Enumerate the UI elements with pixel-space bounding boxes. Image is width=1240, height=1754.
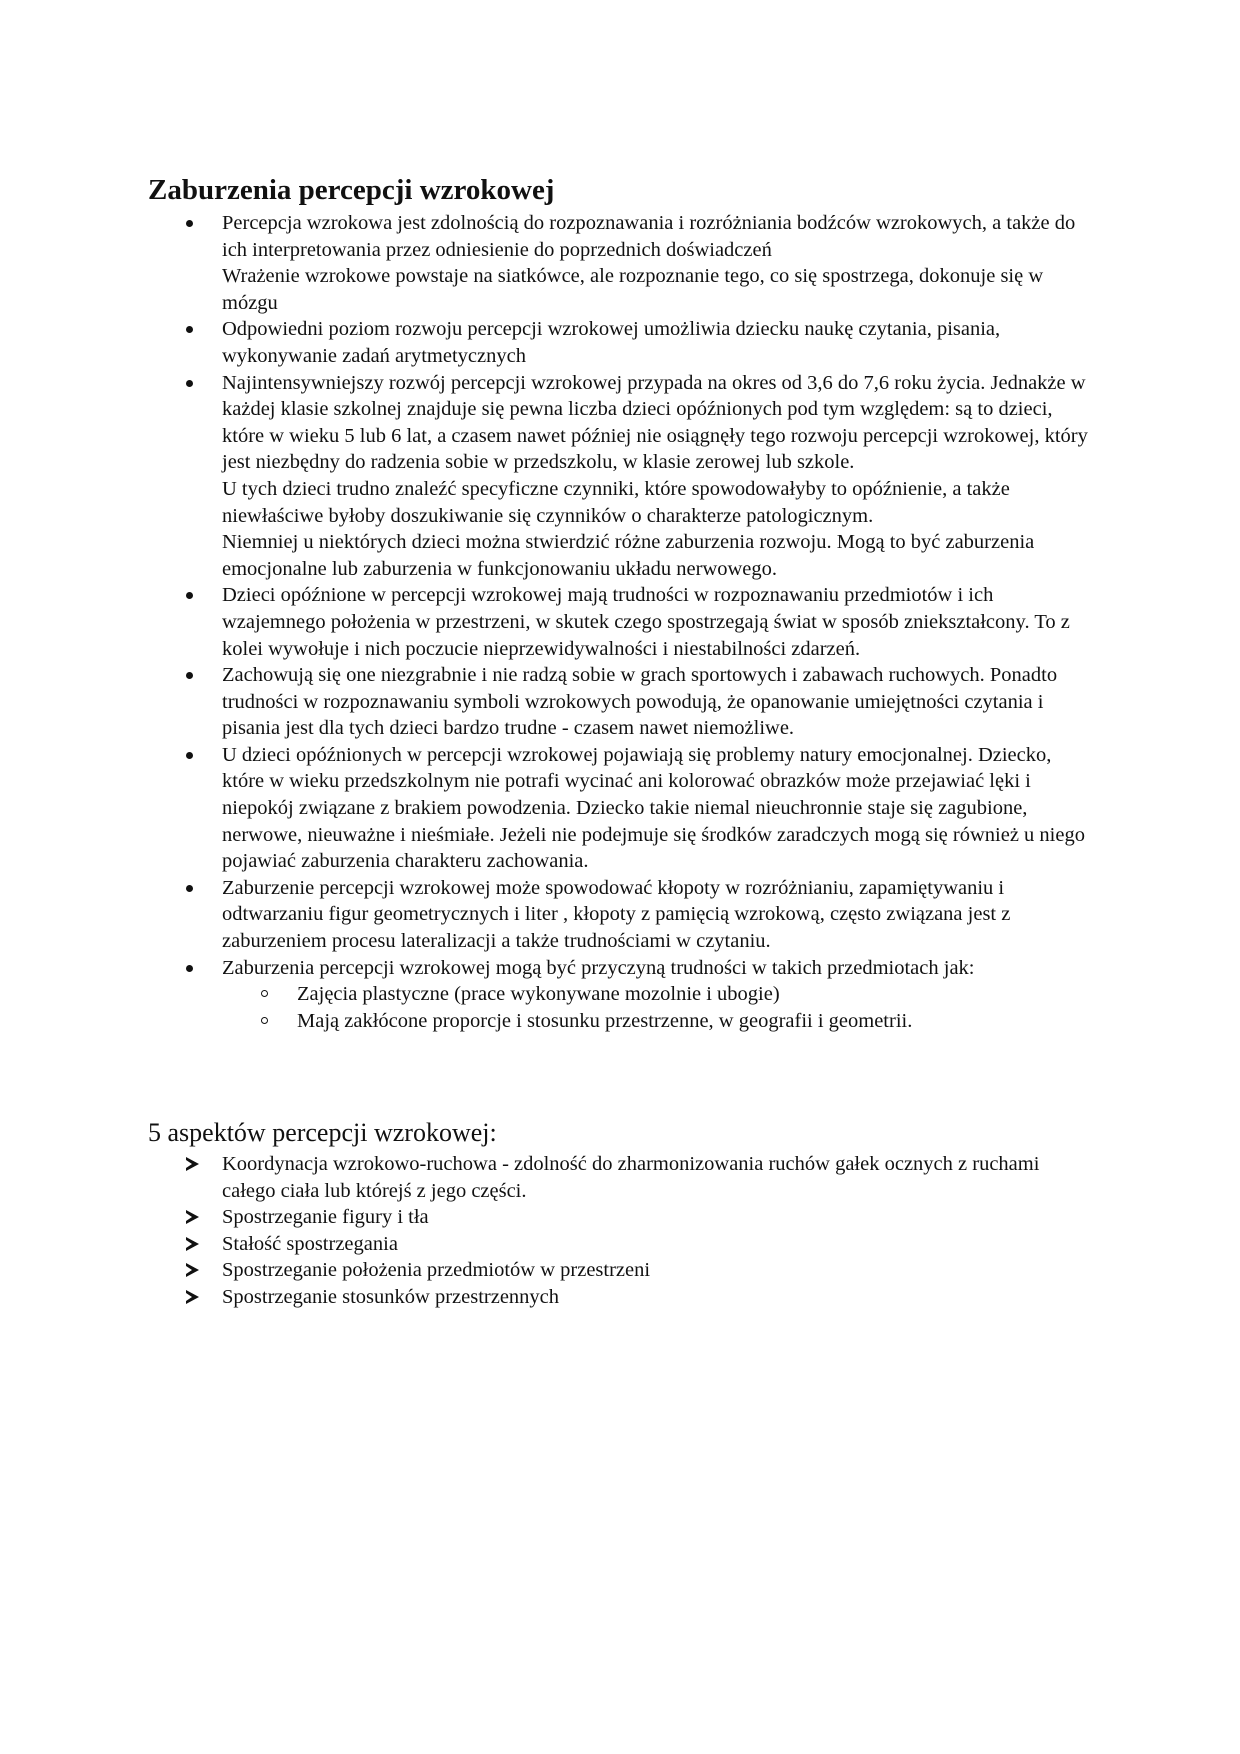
- aspect-text: Koordynacja wzrokowo-ruchowa - zdolność do zharmonizowania ruchów gałek ocznych z ruchami całego ciała lub którejś z jego części.: [222, 1153, 1040, 1202]
- bullet-list: [0, 210, 1240, 1034]
- aspect-text: Spostrzeganie stosunków przestrzennych: [222, 1285, 560, 1308]
- aspect-item: [0, 1231, 1240, 1258]
- paragraph: Zaburzenia percepcji wzrokowej mogą być przyczyną trudności w takich przedmiotach jak:: [222, 956, 975, 979]
- paragraph: Zaburzenie percepcji wzrokowej może spowodować kłopoty w rozróżnianiu, zapamiętywaniu i odtwarzaniu figur geometrycznych i liter , kłopoty z pamięcią wzrokową, często związana jest z zaburzeniem procesu lateralizacji a także trudnościami w czytaniu.: [222, 876, 1011, 953]
- arrow-bullet-icon: [186, 1210, 199, 1224]
- section-heading: 5 aspektów percepcji wzrokowej:: [148, 1118, 497, 1147]
- paragraph: Niemniej u niektórych dzieci można stwierdzić różne zaburzenia rozwoju. Mogą to być zaburzenia emocjonalne lub zaburzenia w funkcjonowaniu układu nerwowego.: [222, 531, 1035, 580]
- bullet-item: [0, 662, 1240, 742]
- aspect-item: [0, 1257, 1240, 1284]
- aspect-item: [0, 1204, 1240, 1231]
- paragraph: U dzieci opóźnionych w percepcji wzrokowej pojawiają się problemy natury emocjonalnej. Dziecko, które w wieku przedszkolnym nie potrafi wycinać ani kolorować obrazków może przejawiać lęki i niepokój związane z brakiem powodzenia. Dziecko takie niemal nieuchronnie staje się zagubione, nerwowe, nieuważne i nieśmiałe. Jeżeli nie podejmuje się środków zaradczych mogą się również u niego pojawiać zaburzenia charakteru zachowania.: [222, 743, 1085, 873]
- bullet-dot-icon: [186, 965, 193, 972]
- paragraph: Wrażenie wzrokowe powstaje na siatkówce, ale rozpoznanie tego, co się spostrzega, dokonuje się w mózgu: [222, 265, 1044, 314]
- bullet-item: [0, 955, 1240, 1035]
- bullet-dot-icon: [186, 672, 193, 679]
- sub-list: [222, 981, 1090, 1034]
- arrow-bullet-icon: [186, 1157, 199, 1171]
- aspect-item: [0, 1151, 1240, 1204]
- aspect-item: [0, 1284, 1240, 1311]
- paragraph: Percepcja wzrokowa jest zdolnością do rozpoznawania i rozróżniania bodźców wzrokowych, a także do ich interpretowania przez odniesienie do poprzednich doświadczeń: [222, 212, 1076, 261]
- sub-list-item: [222, 1008, 1090, 1035]
- sub-item-text: Mają zakłócone proporcje i stosunku przestrzenne, w geografii i geometrii.: [297, 1009, 913, 1032]
- circle-bullet-icon: [261, 1017, 268, 1024]
- bullet-dot-icon: [186, 592, 193, 599]
- sub-item-text: Zajęcia plastyczne (prace wykonywane mozolnie i ubogie): [297, 983, 780, 1006]
- paragraph: Zachowują się one niezgrabnie i nie radzą sobie w grach sportowych i zabawach ruchowych. Ponadto trudności w rozpoznawaniu symboli wzrokowych powodują, że opanowanie umiejętności czytania i pisania jest dla tych dzieci bardzo trudne - czasem nawet niemożliwe.: [222, 664, 1058, 740]
- circle-bullet-icon: [261, 990, 268, 997]
- paragraph: Odpowiedni poziom rozwoju percepcji wzrokowej umożliwia dziecku naukę czytania, pisania, wykonywanie zadań arytmetycznych: [222, 318, 1001, 367]
- bullet-item: [0, 210, 1240, 316]
- bullet-dot-icon: [186, 885, 193, 892]
- arrow-bullet-icon: [186, 1263, 199, 1277]
- aspect-text: Spostrzeganie figury i tła: [222, 1206, 429, 1229]
- arrow-bullet-icon: [186, 1237, 199, 1251]
- paragraph: Dzieci opóźnione w percepcji wzrokowej mają trudności w rozpoznawaniu przedmiotów i ich wzajemnego położenia w przestrzeni, w skutek czego spostrzegają świat w sposób zniekształcony. To z kolei wywołuje i nich poczucie nieprzewidywalności i niestabilności zdarzeń.: [222, 584, 1070, 660]
- sub-list-item: [222, 981, 1090, 1008]
- paragraph: U tych dzieci trudno znaleźć specyficzne czynniki, które spowodowałyby to opóźnienie, a także niewłaściwe byłoby doszukiwanie się czynników o charakterze patologicznym.: [222, 477, 1010, 527]
- bullet-item: [0, 316, 1240, 369]
- aspect-text: Stałość spostrzegania: [222, 1232, 398, 1255]
- bullet-dot-icon: [186, 220, 193, 227]
- bullet-item: [0, 370, 1240, 583]
- paragraph: Najintensywniejszy rozwój percepcji wzrokowej przypada na okres od 3,6 do 7,6 roku życia. Jednakże w każdej klasie szkolnej znajduje się pewna liczba dzieci opóźnionych pod tym względem: są to dzieci, które w wieku 5 lub 6 lat, a czasem nawet później nie osiągnęły tego rozwoju percepcji wzrokowej, który jest niezbędny do radzenia sobie w przedszkolu, w klasie zerowej lub szkole.: [222, 371, 1088, 474]
- bullet-item: [0, 875, 1240, 955]
- bullet-dot-icon: [186, 326, 193, 333]
- bullet-dot-icon: [186, 380, 193, 387]
- bullet-dot-icon: [186, 752, 193, 759]
- document-title: Zaburzenia percepcji wzrokowej: [148, 174, 555, 206]
- bullet-item: [0, 582, 1240, 662]
- arrow-bullet-icon: [186, 1290, 199, 1304]
- aspect-text: Spostrzeganie położenia przedmiotów w przestrzeni: [222, 1259, 651, 1282]
- bullet-item: [0, 742, 1240, 875]
- aspect-list: [0, 1151, 1240, 1311]
